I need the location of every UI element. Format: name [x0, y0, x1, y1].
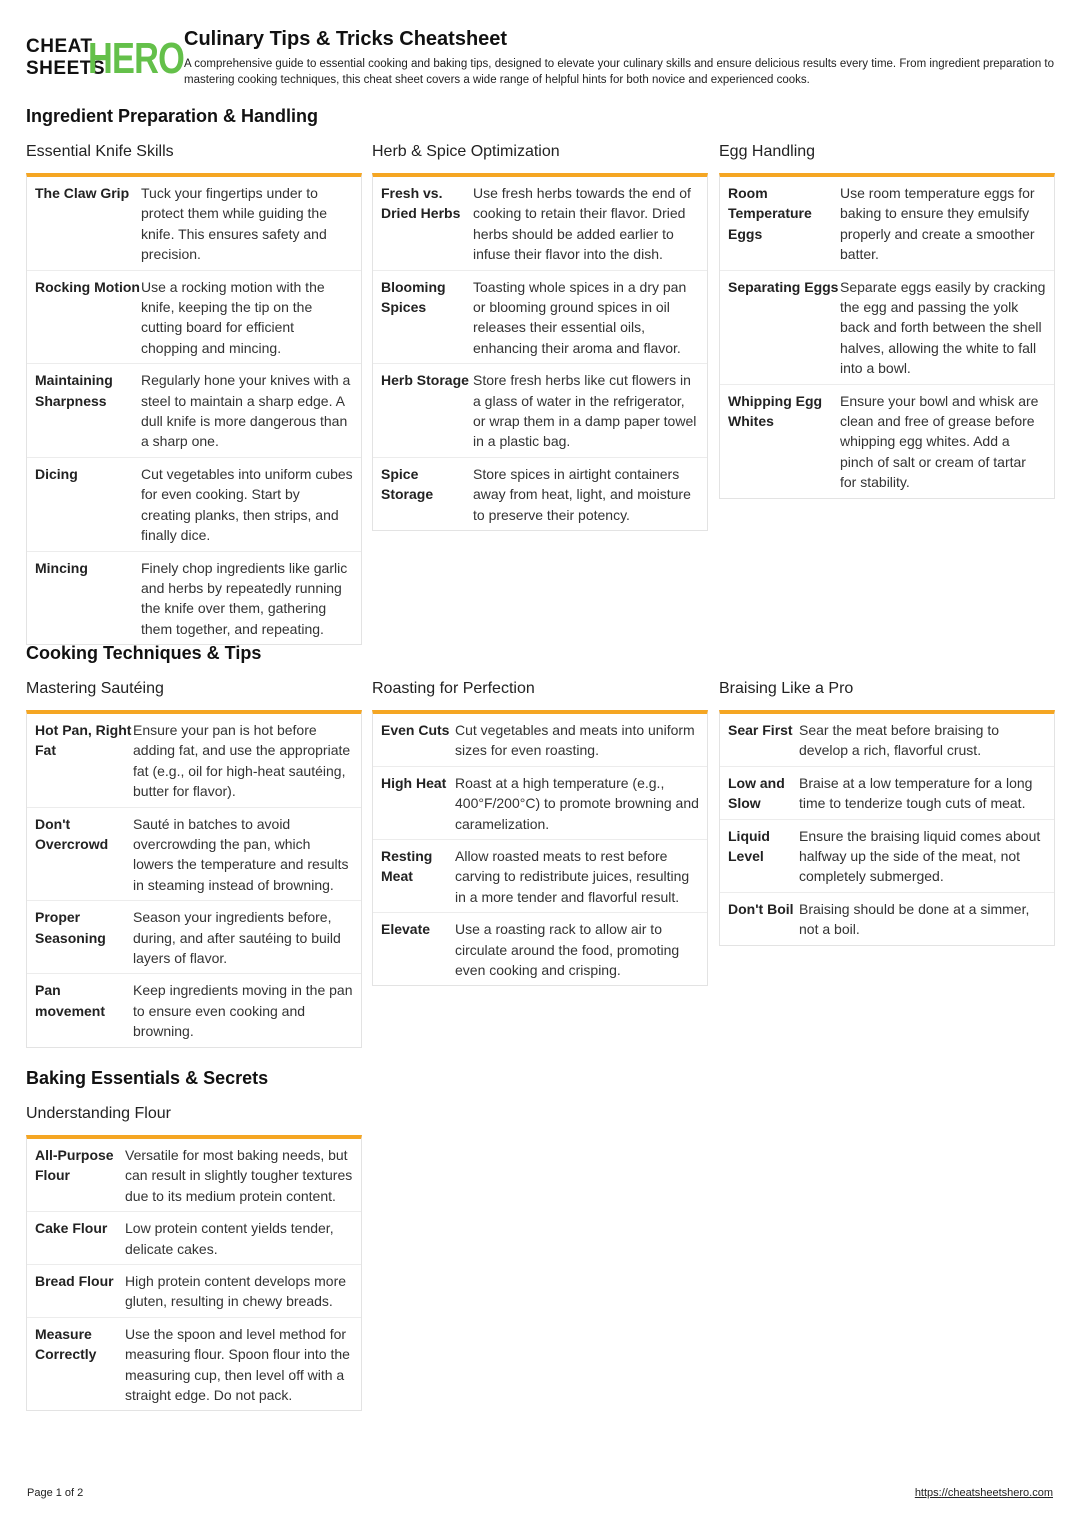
card-braising [719, 678, 1055, 946]
tip-description: Finely chop ingredients like garlic and herbs by repeatedly running the knife over them, gathering them together, and repeating. [141, 559, 348, 637]
tip-description: Ensure your bowl and whisk are clean and free of grease before whipping egg whites. Add a pinch of salt or cream of tartar for stability. [840, 392, 1039, 491]
tip-term: Fresh vs. Dried Herbs [381, 185, 461, 222]
table-row [373, 840, 707, 913]
tip-term: Maintaining Sharpness [35, 372, 113, 409]
table-row [27, 808, 361, 902]
tip-term: Measure Correctly [35, 1325, 97, 1363]
table-row [720, 893, 1054, 945]
logo-hero: HERO [88, 34, 185, 83]
table-row [720, 177, 1054, 271]
tip-term: Spice Storage [381, 465, 434, 503]
table-row [27, 364, 361, 458]
table-row [373, 271, 707, 365]
tip-description: Toasting whole spices in a dry pan or blooming ground spices in oil releases their essential oils, enhancing their aroma and flavor. [473, 278, 687, 356]
tips-table [26, 710, 362, 1048]
tip-description: Use room temperature eggs for baking to ensure they emulsify properly and create a smoother batter. [840, 185, 1035, 263]
table-row [373, 714, 707, 767]
tip-term: Elevate [381, 921, 431, 938]
tip-description: Regularly hone your knives with a steel to maintain a sharp edge. A dull knife is more dangerous than a sharp one. [141, 372, 351, 450]
tips-table [372, 710, 708, 986]
site-url-link[interactable]: https://cheatsheetshero.com [914, 1487, 1053, 1499]
table-row [27, 1139, 361, 1212]
tip-description: Store spices in airtight containers away from heat, light, and moisture to preserve their potency. [473, 465, 691, 523]
tip-description: Allow roasted meats to rest before carving to redistribute juices, resulting in a more tender and flavorful result. [455, 848, 690, 905]
tip-description: High protein content develops more gluten, resulting in chewy breads. [125, 1273, 347, 1310]
table-row [27, 901, 361, 974]
tip-term: Liquid Level [728, 827, 770, 865]
card-herb-spice [372, 141, 708, 531]
table-row [27, 552, 361, 645]
logo-sheets: SHEETS [26, 58, 106, 79]
tips-table [719, 173, 1055, 499]
table-row [720, 385, 1054, 498]
card-title: Egg Handling [719, 143, 816, 160]
card-sauteing [26, 678, 362, 1048]
table-row [720, 271, 1054, 385]
tip-term: Whipping Egg Whites [728, 392, 823, 430]
table-row [27, 1265, 361, 1318]
table-row [27, 458, 361, 552]
table-row [27, 271, 361, 365]
card-egg-handling [719, 141, 1055, 499]
tip-description: Use a rocking motion with the knife, keeping the tip on the cutting board for efficient chopping and mincing. [141, 278, 325, 356]
tip-term: Sear First [728, 722, 793, 738]
site-logo[interactable] [26, 34, 185, 83]
page-description: A comprehensive guide to essential cooking and baking tips, designed to elevate your culinary skills and ensure delicious results every time. From ingredient preparation to mastering cooking techniques, this cheat sheet covers a wide range of helpful hints for both novice and experienced cooks. [184, 58, 1055, 86]
table-row [373, 767, 707, 840]
card-title: Essential Knife Skills [26, 143, 174, 160]
tip-term: Hot Pan, Right Fat [35, 722, 132, 759]
tip-description: Sauté in batches to avoid overcrowding the pan, which lowers the temperature and results in steaming instead of browning. [133, 815, 349, 893]
logo-cheat: CHEAT [26, 36, 93, 57]
tip-description: Versatile for most baking needs, but can result in slightly tougher textures due to its medium protein content. [125, 1147, 353, 1204]
card-understanding-flour [26, 1103, 362, 1411]
tip-description: Ensure your pan is hot before adding fat, and use the appropriate fat (e.g., oil for high-heat sautéing, butter for flavor). [133, 722, 351, 800]
tips-table [719, 710, 1055, 946]
card-roasting [372, 678, 708, 986]
tip-term: Blooming Spices [381, 278, 446, 316]
card-title: Mastering Sautéing [26, 680, 164, 697]
table-row [27, 974, 361, 1046]
card-title: Herb & Spice Optimization [372, 143, 560, 160]
section-title-ingredient-prep: Ingredient Preparation & Handling [26, 106, 319, 126]
tip-description: Separate eggs easily by cracking the egg and passing the yolk back and forth between the shell halves, allowing the white to fall into a bowl. [840, 278, 1046, 377]
tip-term: High Heat [381, 774, 447, 791]
table-row [373, 458, 707, 530]
table-row [27, 1212, 361, 1265]
card-knife-skills [26, 141, 362, 645]
table-row [720, 767, 1054, 820]
card-title: Braising Like a Pro [719, 680, 854, 697]
tip-term: Mincing [35, 559, 88, 576]
tip-term: Resting Meat [381, 848, 433, 885]
tip-description: Keep ingredients moving in the pan to ensure even cooking and browning. [133, 982, 353, 1040]
tip-description: Roast at a high temperature (e.g., 400°F/200°C) to promote browning and caramelization. [455, 774, 699, 832]
tip-term: Don't Overcrowd [35, 815, 109, 853]
table-row [720, 714, 1054, 767]
tips-table [26, 173, 362, 645]
tip-description: Low protein content yields tender, delicate cakes. [125, 1220, 334, 1257]
table-row [373, 913, 707, 985]
tip-term: The Claw Grip [35, 185, 130, 201]
tip-term: Dicing [35, 465, 78, 482]
tip-description: Braise at a low temperature for a long time to tenderize tough cuts of meat. [799, 774, 1033, 812]
tip-description: Tuck your fingertips under to protect them while guiding the knife. This ensures safety and precision. [141, 185, 327, 263]
tip-term: Rocking Motion [35, 278, 140, 295]
tip-term: Herb Storage [381, 372, 469, 389]
tip-term: Room Temperature Eggs [728, 185, 812, 242]
page-title: Culinary Tips & Tricks Cheatsheet [184, 28, 508, 50]
tip-term: Bread Flour [35, 1273, 114, 1290]
tip-term: Proper Seasoning [35, 909, 106, 946]
tip-description: Sear the meat before braising to develop a rich, flavorful crust. [799, 722, 1000, 759]
card-title: Understanding Flour [26, 1105, 171, 1122]
tip-term: Don't Boil [728, 900, 794, 917]
section-title-cooking-techniques: Cooking Techniques & Tips [26, 643, 262, 663]
table-row [373, 364, 707, 458]
tip-description: Cut vegetables into uniform cubes for even cooking. Start by creating planks, then strips, and finally dice. [141, 465, 353, 544]
tip-term: Low and Slow [728, 774, 785, 812]
page-header [26, 28, 1056, 90]
tips-table [372, 173, 708, 531]
tip-description: Season your ingredients before, during, and after sautéing to build layers of flavor. [133, 909, 341, 967]
tip-description: Use fresh herbs towards the end of cooking to retain their flavor. Dried herbs should be added earlier to infuse their flavor into the dish. [473, 185, 691, 263]
table-row [720, 820, 1054, 893]
tips-table [26, 1135, 362, 1411]
page-number: Page 1 of 2 [27, 1487, 84, 1499]
tip-description: Store fresh herbs like cut flowers in a glass of water in the refrigerator, or wrap them in a damp paper towel in a plastic bag. [473, 372, 697, 450]
tip-description: Braising should be done at a simmer, not a boil. [799, 900, 1030, 938]
tip-description: Use a roasting rack to allow air to circulate around the food, promoting even cooking and crisping. [455, 921, 680, 979]
tip-term: Separating Eggs [728, 278, 839, 295]
tip-description: Use the spoon and level method for measuring flour. Spoon flour into the measuring cup, then level off with a straight edge. Do not pack. [125, 1325, 350, 1404]
section-title-baking: Baking Essentials & Secrets [26, 1068, 269, 1088]
tip-term: Pan movement [35, 982, 106, 1019]
table-row [27, 177, 361, 271]
tip-term: All-Purpose Flour [35, 1147, 114, 1184]
card-title: Roasting for Perfection [372, 680, 535, 697]
tip-description: Cut vegetables and meats into uniform sizes for even roasting. [455, 722, 695, 759]
tip-term: Cake Flour [35, 1220, 108, 1237]
tip-description: Ensure the braising liquid comes about halfway up the side of the meat, not completely submerged. [799, 827, 1041, 885]
table-row [27, 1318, 361, 1411]
tip-term: Even Cuts [381, 722, 450, 738]
table-row [373, 177, 707, 271]
table-row [27, 714, 361, 808]
